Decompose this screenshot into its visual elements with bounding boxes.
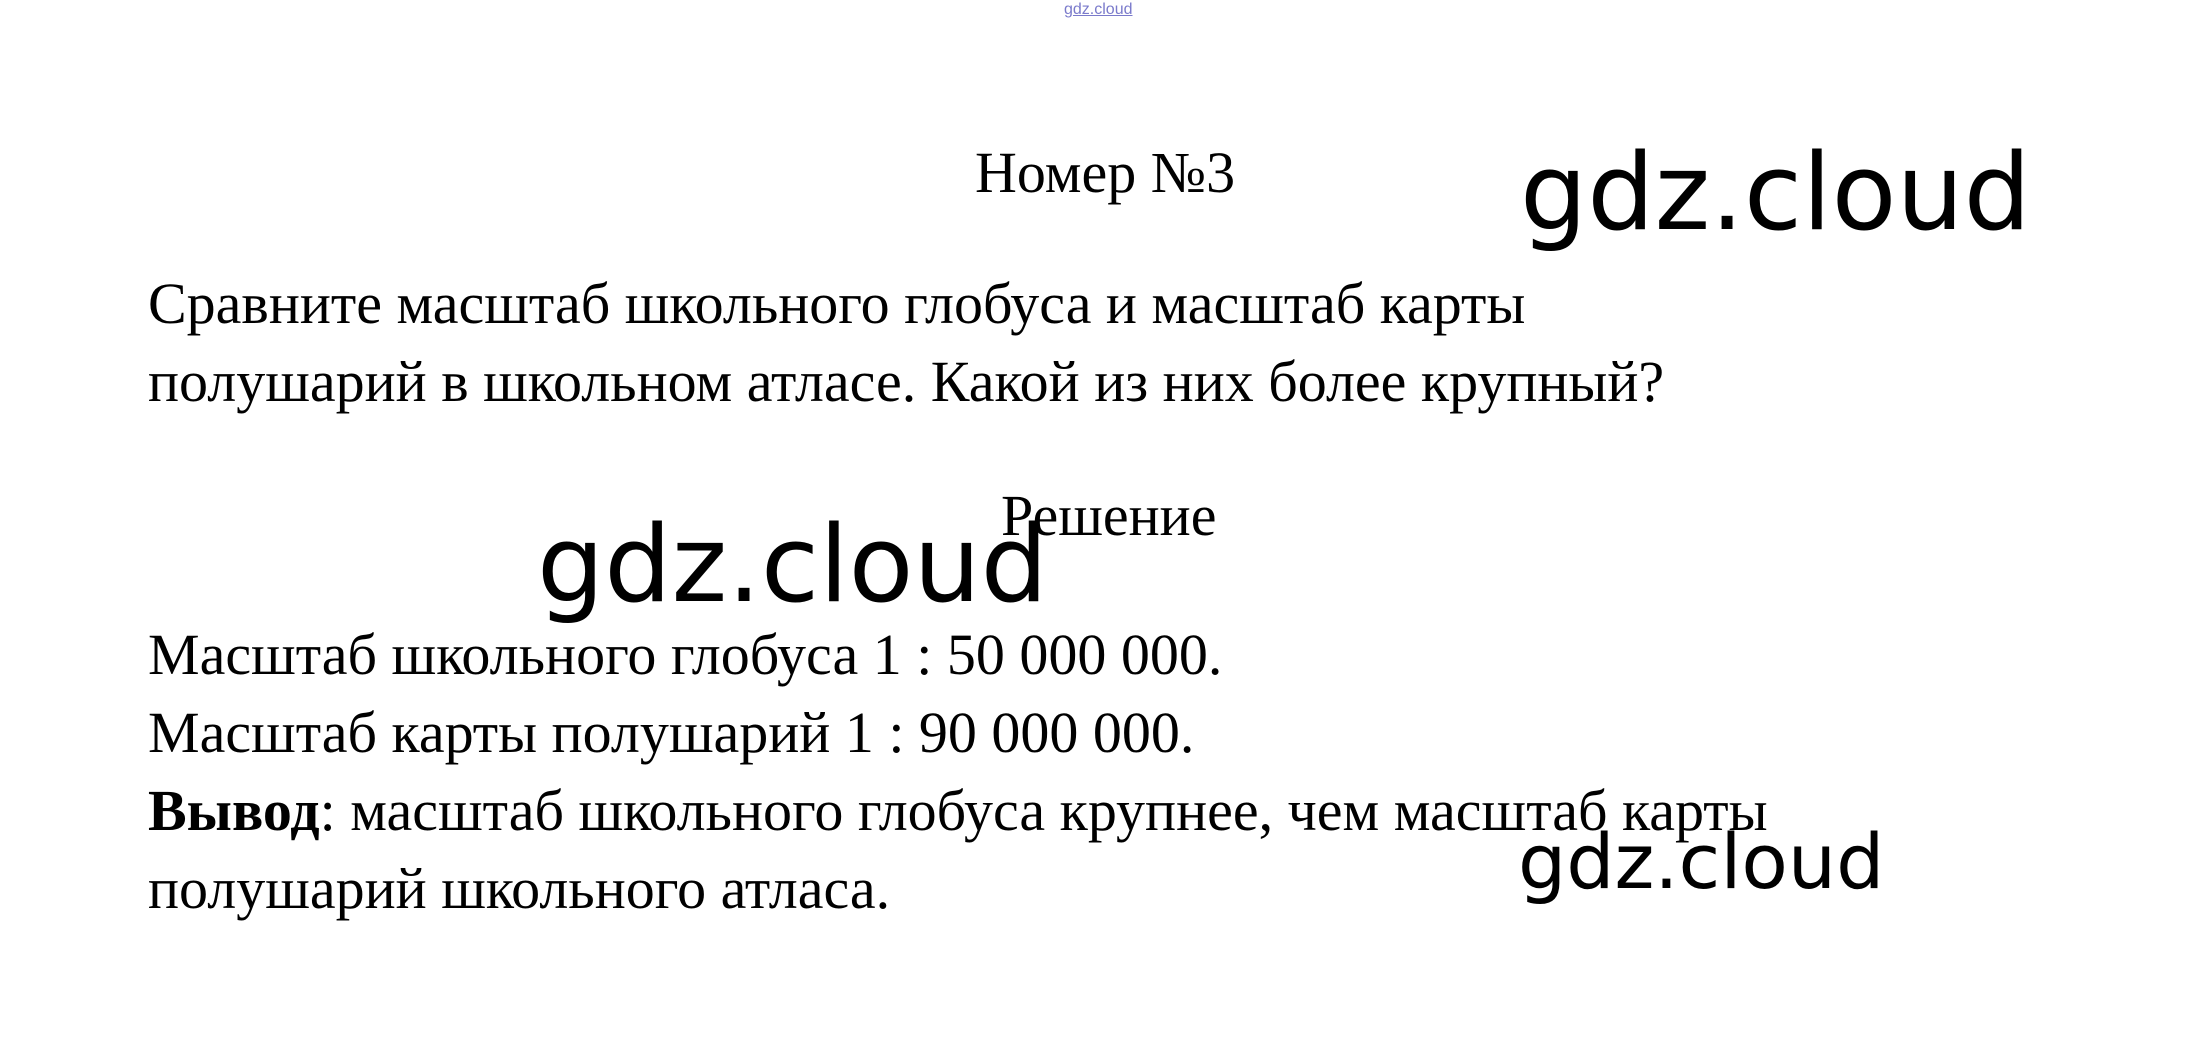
question-line-2: полушарий в школьном атласе. Какой из них более крупный? <box>148 349 1665 414</box>
answer-line-globe: Масштаб школьного глобуса 1 : 50 000 000. <box>148 622 1223 687</box>
watermark-bottom-right: gdz.cloud <box>1518 817 1885 906</box>
problem-question <box>148 265 1664 421</box>
question-line-1: Сравните масштаб школьного глобуса и масштаб карты <box>148 271 1526 336</box>
problem-title: Номер №3 <box>975 140 1236 205</box>
answer-line-map: Масштаб карты полушарий 1 : 90 000 000. <box>148 700 1195 765</box>
conclusion-line-2: полушарий школьного атласа. <box>148 856 891 921</box>
conclusion-text: : масштаб школьного глобуса крупнее, чем масштаб карты <box>319 778 1768 843</box>
watermark-top-right: gdz.cloud <box>1520 131 2031 254</box>
top-site-link[interactable]: gdz.cloud <box>1064 1 1133 18</box>
watermark-middle-left: gdz.cloud <box>537 503 1048 626</box>
conclusion-label: Вывод <box>148 778 320 843</box>
solution-title: Решение <box>1001 483 1217 548</box>
